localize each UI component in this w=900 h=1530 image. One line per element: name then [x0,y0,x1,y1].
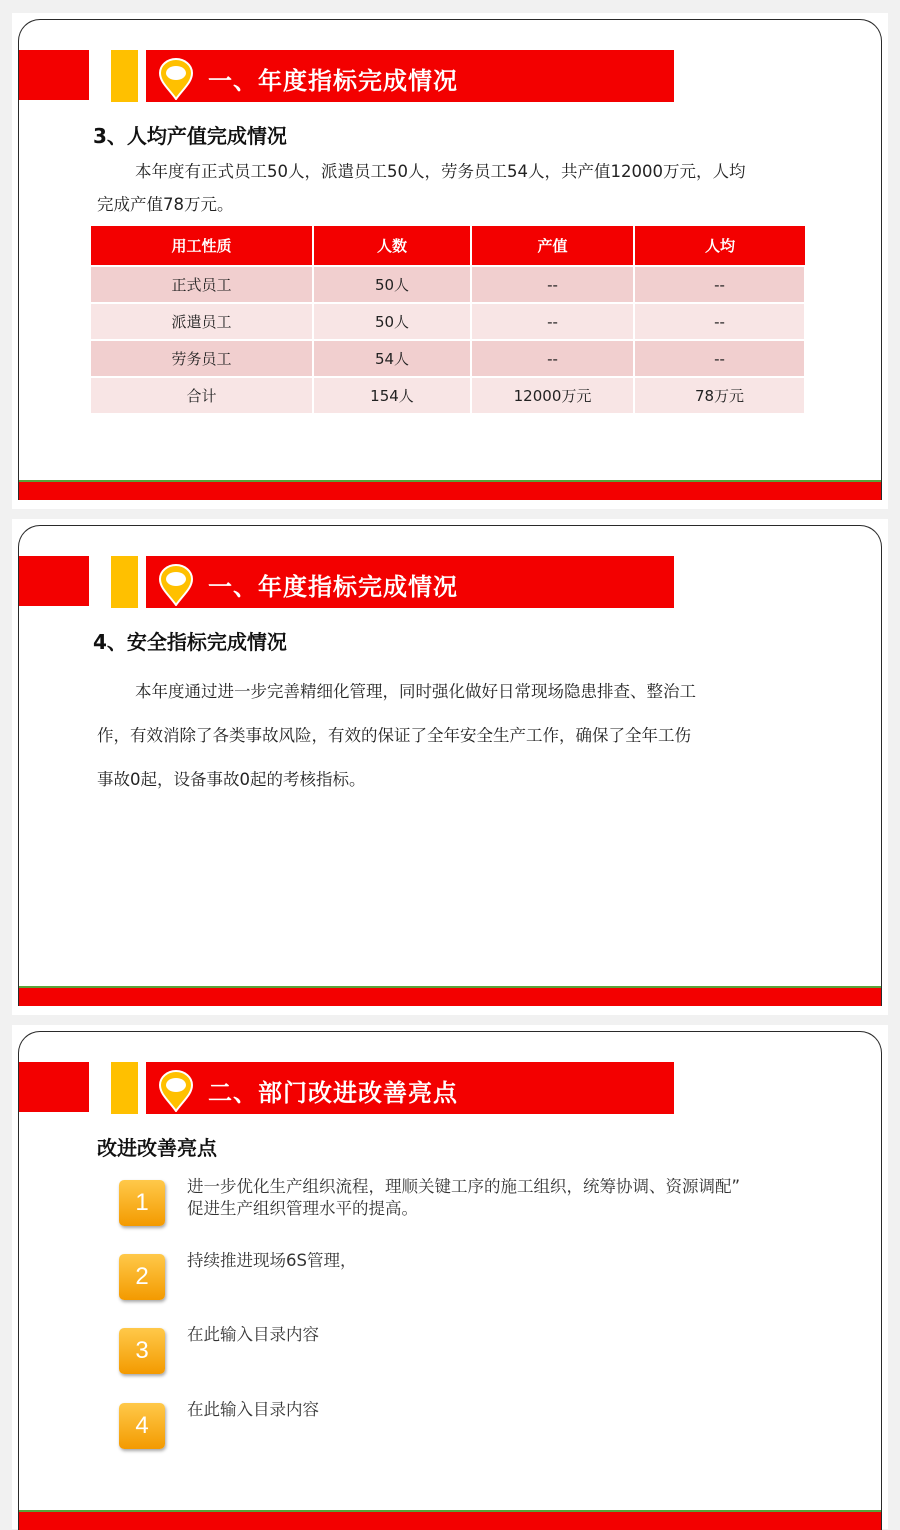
table-cell: 劳务员工 [91,340,313,377]
table-cell: 50人 [313,303,471,340]
number-badge: 3 [119,1328,165,1374]
header-banner [146,1062,674,1114]
table-cell: -- [634,340,805,377]
location-pin-icon [158,58,194,100]
number-badge: 4 [119,1403,165,1449]
section-title: 一、年度指标完成情况 [208,67,458,95]
sub-title: 改进改善亮点 [97,1136,217,1160]
number-badge: 2 [119,1254,165,1300]
item-text [187,1399,807,1421]
footer-bar [19,480,881,500]
item-text-line: 促进生产组织管理水平的提高。 [187,1199,418,1218]
paragraph-line: 本年度通过进一步完善精细化管理，同时强化做好日常现场隐患排查、整治工 [135,682,696,701]
paragraph-line: 完成产值78万元。 [97,195,234,214]
location-pin-icon [158,1070,194,1112]
slide-frame [18,1031,882,1530]
table-cell: -- [471,266,634,303]
slide-3 [12,1025,888,1529]
table-header: 产值 [471,226,634,266]
table-row [91,303,805,340]
table-cell: 78万元 [634,377,805,413]
table-header: 人均 [634,226,805,266]
section-title: 一、年度指标完成情况 [208,573,458,601]
paragraph-line: 本年度有正式员工50人，派遣员工50人，劳务员工54人，共产值12000万元，人均 [135,162,746,181]
header-banner [146,50,674,102]
header-left-block [19,50,89,100]
table-cell: -- [634,303,805,340]
table-row [91,266,805,303]
item-text [187,1324,807,1346]
table-cell: 50人 [313,266,471,303]
table-cell: 154人 [313,377,471,413]
table-row [91,377,805,413]
table-cell: 正式员工 [91,266,313,303]
slide-frame [18,19,882,500]
header-left-block [19,1062,89,1112]
item-text [187,1250,807,1272]
sub-title: 3、人均产值完成情况 [93,124,287,148]
paragraph [97,158,797,215]
paragraph-line: 事故0起，设备事故0起的考核指标。 [97,770,366,789]
footer-bar [19,986,881,1006]
slide-1 [12,13,888,509]
table-row [91,340,805,377]
item-text [187,1176,807,1220]
header-banner [146,556,674,608]
item-text-line: 进一步优化生产组织流程，理顺关键工序的施工组织，统筹协调、资源调配” [187,1177,741,1196]
table-header: 人数 [313,226,471,266]
sub-title: 4、安全指标完成情况 [93,630,287,654]
table-cell: 12000万元 [471,377,634,413]
table-cell: 合计 [91,377,313,413]
item-text-line: 持续推进现场6S管理， [187,1251,357,1270]
item-text-line: 在此输入目录内容 [187,1325,319,1344]
table-cell: 派遣员工 [91,303,313,340]
location-pin-icon [158,564,194,606]
table-header-row [91,226,805,266]
number-badge: 1 [119,1180,165,1226]
header-yellow-stripe [111,556,138,608]
item-text-line: 在此输入目录内容 [187,1400,319,1419]
section-title: 二、部门改进改善亮点 [208,1079,458,1107]
paragraph [97,670,797,802]
header-yellow-stripe [111,50,138,102]
table-cell: -- [471,340,634,377]
table-cell: 54人 [313,340,471,377]
table-cell: -- [471,303,634,340]
header-yellow-stripe [111,1062,138,1114]
header-left-block [19,556,89,606]
paragraph-line: 作，有效消除了各类事故风险，有效的保证了全年安全生产工作，确保了全年工伤 [97,726,691,745]
table-cell: -- [634,266,805,303]
table-header: 用工性质 [91,226,313,266]
slide-2 [12,519,888,1015]
output-table [91,226,806,413]
slide-frame [18,525,882,1006]
footer-bar [19,1510,881,1530]
